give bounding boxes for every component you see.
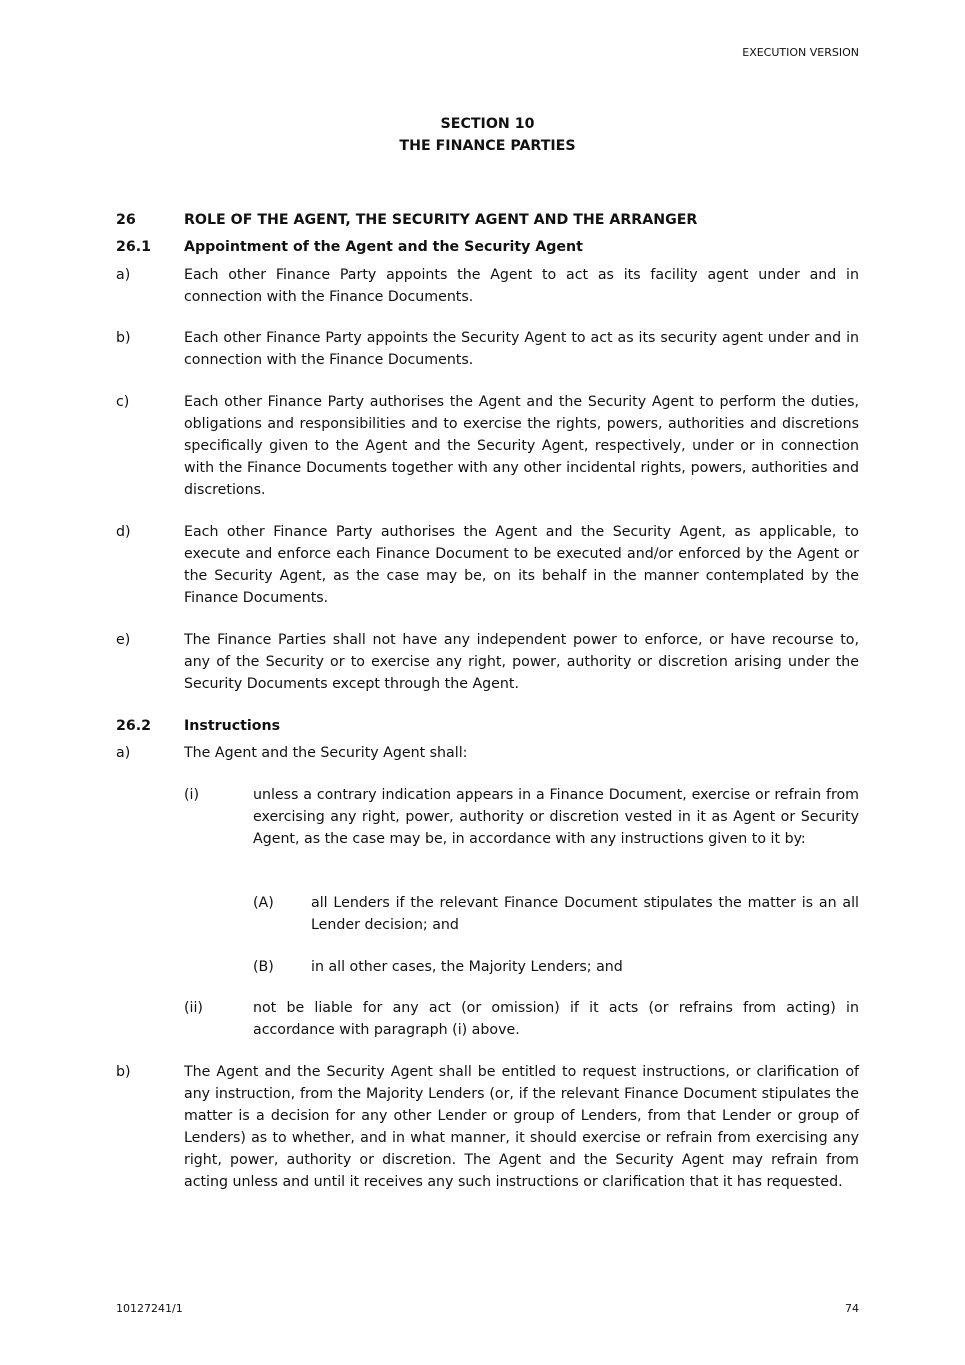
page-number: 74 [845,1302,859,1315]
paragraph-text: Each other Finance Party appoints the Agent to act as its facility agent under and in connection with the Finance Documents. [184,267,859,305]
item-label: (A) [253,895,274,911]
item-label: (B) [253,959,274,975]
paragraph-label: e) [116,632,131,648]
subparagraph-label: (i) [184,787,200,803]
paragraph-label: b) [116,1064,131,1080]
item-text: in all other cases, the Majority Lenders; and [311,959,623,975]
paragraph-label: d) [116,524,131,540]
paragraph-label: c) [116,394,130,410]
document-version-header: EXECUTION VERSION [742,46,859,59]
paragraph-text: The Finance Parties shall not have any independent power to enforce, or have recourse to, any of the Security or to exercise any right, power, authority or discretion arising under the Security Documents except through the Agent. [184,632,859,692]
paragraph-text: Each other Finance Party authorises the Agent and the Security Agent, as applicable, to execute and enforce each Finance Document to be executed and/or enforced by the Agent or the Security Agent, as the case may be, on its behalf in the manner contemplated by the Finance Documents. [184,524,859,606]
paragraph-text: Each other Finance Party appoints the Security Agent to act as its security agent under and in connection with the Finance Documents. [184,330,859,368]
paragraph-text: Each other Finance Party authorises the Agent and the Security Agent to perform the duties, obligations and responsibilities and to exercise the rights, powers, authorities and discretions specifically given to the Agent and the Security Agent, respectively, under or in connection with the Finance Documents together with any other incidental rights, powers, authorities and discretions. [184,394,859,498]
document-reference: 10127241/1 [116,1302,183,1315]
subparagraph-text: not be liable for any act (or omission) if it acts (or refrains from acting) in accordance with paragraph (i) above. [253,1000,859,1038]
subclause-number: 26.2 [116,718,152,734]
paragraph-text: The Agent and the Security Agent shall: [184,745,468,761]
paragraph-label: a) [116,267,131,283]
clause-number: 26 [116,212,136,228]
subclause-title: Appointment of the Agent and the Security Agent [184,239,583,255]
clause-title: ROLE OF THE AGENT, THE SECURITY AGENT AND THE ARRANGER [184,212,698,228]
subparagraph-text: unless a contrary indication appears in a Finance Document, exercise or refrain from exercising any right, power, authority or discretion vested in it as Agent or Security Agent, as the case may be, in accordance with any instructions given to it by: [253,787,859,847]
subclause-title: Instructions [184,718,281,734]
subparagraph-label: (ii) [184,1000,203,1016]
paragraph-label: a) [116,745,131,761]
paragraph-label: b) [116,330,131,346]
section-title: THE FINANCE PARTIES [399,138,576,154]
item-text: all Lenders if the relevant Finance Document stipulates the matter is an all Lender decision; and [311,895,859,933]
section-number: SECTION 10 [440,116,535,132]
subclause-number: 26.1 [116,239,152,255]
paragraph-text: The Agent and the Security Agent shall be entitled to request instructions, or clarification of any instruction, from the Majority Lenders (or, if the relevant Finance Document stipulates the matter is a decision for any other Lender or group of Lenders, from that Lender or group of Lenders) as to whether, and in what manner, it should exercise or refrain from exercising any right, power, authority or discretion. The Agent and the Security Agent may refrain from acting unless and until it receives any such instructions or clarification that it has requested. [184,1064,859,1190]
